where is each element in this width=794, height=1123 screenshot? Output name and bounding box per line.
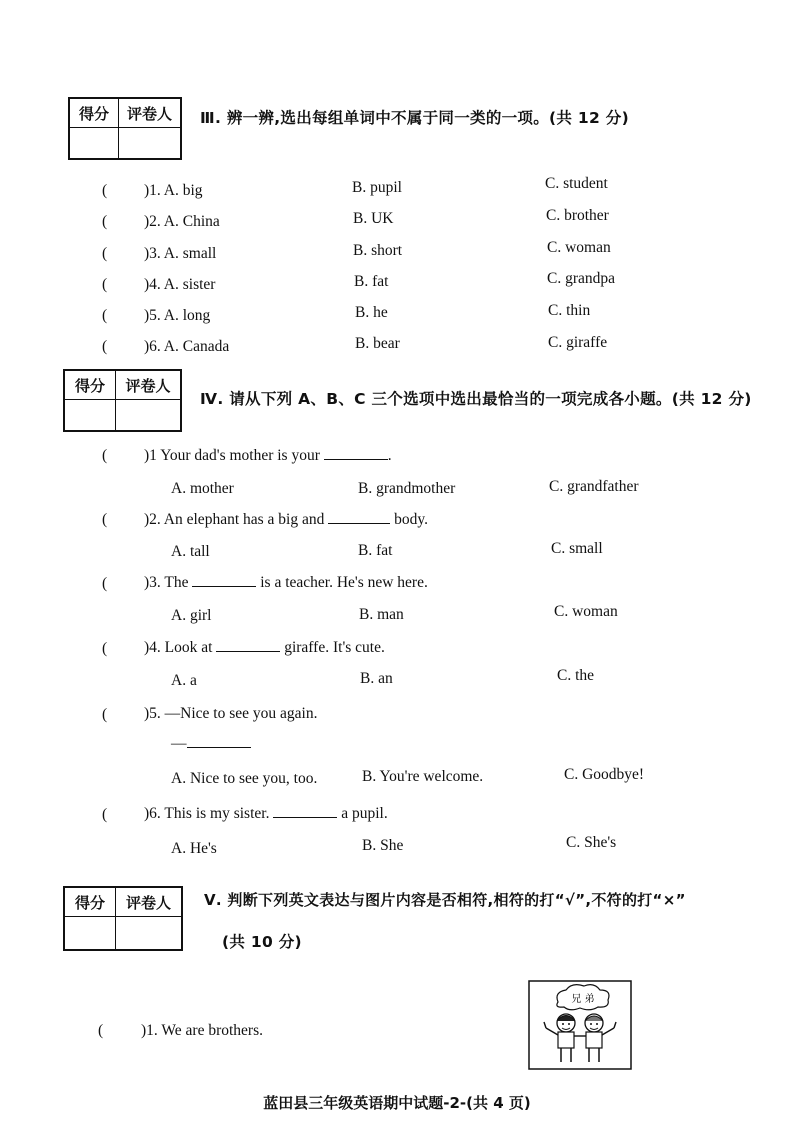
brothers-picture: [528, 980, 632, 1070]
section4-title: Ⅳ. 请从下列 A、B、C 三个选项中选出最恰当的一项完成各小题。(共 12 分): [200, 390, 752, 408]
answer-paren[interactable]: (: [102, 640, 108, 657]
score-cell[interactable]: [64, 917, 116, 951]
section3-item-2-option-a: )2. A. China: [144, 213, 220, 230]
fill-blank[interactable]: [216, 639, 280, 652]
option-a: A. mother: [171, 480, 234, 497]
section3-item-3-option-a: )3. A. small: [144, 245, 217, 262]
section3-item-4-option-b: B. fat: [354, 273, 389, 290]
section3-item-6-option-c: C. giraffe: [548, 334, 608, 351]
section3-item-1-option-c: C. student: [545, 175, 608, 192]
section3-item-3-option-b: B. short: [353, 242, 403, 259]
answer-paren[interactable]: (: [102, 447, 108, 464]
score-label: 得分: [69, 98, 119, 128]
section5-question-1: )1. We are brothers.: [141, 1022, 263, 1039]
grader-cell[interactable]: [116, 917, 183, 951]
section3-item-5-option-c: C. thin: [548, 302, 591, 319]
option-a: A. tall: [171, 543, 210, 560]
answer-paren[interactable]: (: [102, 245, 108, 262]
fill-blank[interactable]: [328, 511, 390, 524]
question-4: )4. Look at giraffe. It's cute.: [144, 639, 385, 656]
option-a: A. girl: [171, 607, 212, 624]
option-b: B. She: [362, 837, 404, 854]
section3-item-5-option-a: )5. A. long: [144, 307, 211, 324]
section3-item-6-option-a: )6. A. Canada: [144, 338, 230, 355]
section3-item-4-option-a: )4. A. sister: [144, 276, 216, 293]
fill-blank[interactable]: [273, 805, 337, 818]
score-cell[interactable]: [69, 128, 119, 160]
answer-paren[interactable]: (: [102, 706, 108, 723]
fill-blank[interactable]: [324, 447, 388, 460]
section3-item-5-option-b: B. he: [355, 304, 388, 321]
answer-paren[interactable]: (: [102, 338, 108, 355]
answer-paren[interactable]: (: [102, 213, 108, 230]
option-c: C. small: [551, 540, 603, 557]
score-box-section3: [68, 97, 182, 160]
answer-paren[interactable]: (: [102, 511, 108, 528]
section3-item-6-option-b: B. bear: [355, 335, 400, 352]
option-a: A. He's: [171, 840, 217, 857]
score-box-section4: [63, 369, 182, 432]
option-a: A. Nice to see you, too.: [171, 770, 318, 787]
option-b: B. You're welcome.: [362, 768, 484, 785]
answer-paren[interactable]: (: [102, 182, 108, 199]
section3-item-4-option-c: C. grandpa: [547, 270, 616, 287]
grader-cell[interactable]: [116, 400, 182, 432]
answer-paren[interactable]: (: [102, 307, 108, 324]
option-c: C. grandfather: [549, 478, 639, 495]
option-c: C. the: [557, 667, 595, 684]
section3-item-1-option-a: )1. A. big: [144, 182, 203, 199]
section3-item-3-option-c: C. woman: [547, 239, 611, 256]
option-c: C. Goodbye!: [564, 766, 645, 783]
section5-title: Ⅴ. 判断下列英文表达与图片内容是否相符,相符的打“√”,不符的打“×”: [204, 891, 686, 909]
score-cell[interactable]: [64, 400, 116, 432]
option-c: C. She's: [566, 834, 617, 851]
grader-label: 评卷人: [119, 98, 182, 128]
fill-blank[interactable]: [187, 735, 251, 748]
question-2: )2. An elephant has a big and body.: [144, 511, 428, 528]
question-1: )1 Your dad's mother is your .: [144, 447, 392, 464]
option-b: B. an: [360, 670, 393, 687]
answer-paren[interactable]: (: [98, 1022, 104, 1039]
section5-subtitle: (共 10 分): [222, 933, 302, 951]
page-footer: 蓝田县三年级英语期中试题-2-(共 4 页): [263, 1094, 531, 1112]
question-6: )6. This is my sister. a pupil.: [144, 805, 388, 822]
grader-label: 评卷人: [116, 887, 183, 917]
section3-item-1-option-b: B. pupil: [352, 179, 402, 196]
fill-blank[interactable]: [192, 574, 256, 587]
score-box-section5: [63, 886, 183, 951]
option-b: B. grandmother: [358, 480, 456, 497]
score-label: 得分: [64, 370, 116, 400]
picture-speech-text: 兄 弟: [571, 994, 595, 1005]
section3-item-2-option-c: C. brother: [546, 207, 609, 224]
answer-paren[interactable]: (: [102, 575, 108, 592]
section3-title: Ⅲ. 辨一辨,选出每组单词中不属于同一类的一项。(共 12 分): [200, 109, 629, 127]
question-5: )5. —Nice to see you again.: [144, 705, 318, 722]
answer-paren[interactable]: (: [102, 806, 108, 823]
question-5-reply: —: [171, 735, 251, 753]
answer-paren[interactable]: (: [102, 276, 108, 293]
grader-cell[interactable]: [119, 128, 182, 160]
section3-item-2-option-b: B. UK: [353, 210, 394, 227]
option-b: B. fat: [358, 542, 393, 559]
option-b: B. man: [359, 606, 404, 623]
score-label: 得分: [64, 887, 116, 917]
grader-label: 评卷人: [116, 370, 182, 400]
option-a: A. a: [171, 672, 197, 689]
question-3: )3. The is a teacher. He's new here.: [144, 574, 428, 591]
option-c: C. woman: [554, 603, 618, 620]
